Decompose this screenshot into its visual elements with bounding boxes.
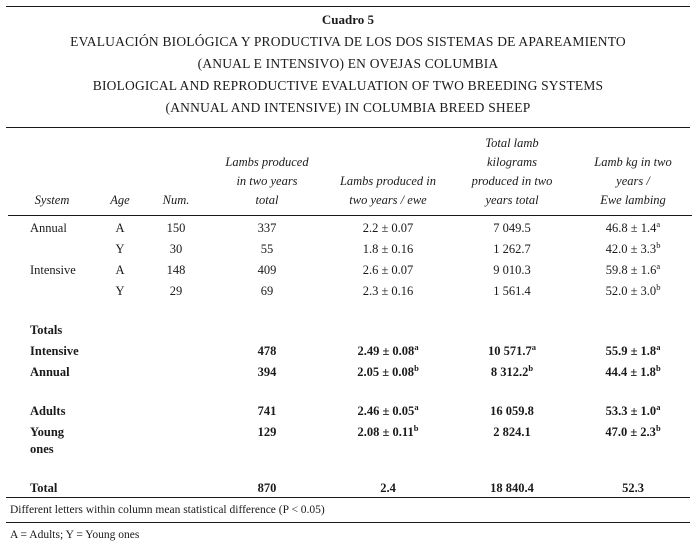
cell-system: Totals [30,323,63,337]
cell-lamb-kg-per-ewe: 46.8 ± 1.4$^a$ [605,218,661,235]
cell-lamb-kg-per-ewe: 47.0 ± 2.3$^b$ [605,422,661,439]
significance-letter: a [656,260,661,271]
cell-lambs-per-ewe: 2.4 [380,481,396,495]
cell-lamb-kg-total: 16 059.8 [490,404,534,418]
spacer-cell [8,300,692,318]
cell-lambs-per-ewe: 2.3 ± 0.16 [362,284,414,298]
cell-system [8,279,96,300]
significance-letter: b [655,422,661,433]
cell-num [144,420,208,458]
cell-lambs-produced-total: 741 [257,404,277,418]
cell-age [96,399,144,420]
cell-lambs-produced-total: 870 [257,481,277,495]
cell-age: A [115,221,125,235]
significance-letter: b [414,362,419,373]
cell-system: Annual [30,221,67,235]
column-header-lambs-produced-total: Lambs produced in two years total [208,128,326,216]
spacer-cell [8,458,692,476]
cell-num: 150 [166,221,186,235]
column-header-age: Age [96,128,144,216]
spacer-row [8,300,692,318]
cell-lambs-per-ewe: 2.46 ± 0.05$^a$ [357,401,419,418]
cell-lamb-kg-total: 1 262.7 [493,242,531,256]
table-caption: Cuadro 5 [321,12,375,27]
cell-lambs-per-ewe [326,318,450,339]
table-row [8,216,692,238]
cell-age: Y [115,242,125,256]
cell-lambs-produced-total: 129 [257,425,277,439]
column-header-lamb-kg-total: Total lamb kilograms produced in two years total [450,128,574,216]
significance-letter: a [414,401,419,412]
footnote-statistics: Different letters within column mean statistical difference (P < 0.05) [10,504,325,516]
cell-lambs-per-ewe: 2.05 ± 0.08$^b$ [357,362,419,379]
cell-lamb-kg-total: 7 049.5 [493,221,531,235]
column-header-system: System [8,128,96,216]
table-row [8,279,692,300]
title-line-english-1: BIOLOGICAL AND REPRODUCTIVE EVALUATION OF TWO BREEDING SYSTEMS [92,78,604,93]
table-body [8,216,692,498]
cell-lamb-kg-total: 10 571.7$^a$ [488,341,536,358]
cell-lamb-kg-per-ewe: 59.8 ± 1.6$^a$ [605,260,661,277]
table-header [8,128,692,216]
cell-lambs-per-ewe: 2.6 ± 0.07 [362,263,414,277]
table-row [8,420,692,458]
spacer-cell [8,381,692,399]
table-header-row [8,128,692,216]
cell-lambs-produced-total: 478 [257,344,277,358]
table-row [8,237,692,258]
table-row [8,318,692,339]
table-row [8,476,692,497]
title-line-english-2: (ANNUAL AND INTENSIVE) IN COLUMBIA BREED SHEEP [165,100,531,115]
cell-lamb-kg-per-ewe: 55.9 ± 1.8$^a$ [605,341,661,358]
spacer-row [8,381,692,399]
cell-lamb-kg-total: 1 561.4 [493,284,531,298]
cell-system: Annual [30,365,70,379]
cell-num [144,476,208,497]
column-header-lamb-kg-per-ewe: Lamb kg in two years / Ewe lambing [574,128,692,216]
cell-lambs-produced-total: 394 [257,365,277,379]
cell-num [144,399,208,420]
cell-lambs-produced-total: 409 [257,263,277,277]
table-row [8,339,692,360]
table-row [8,399,692,420]
cell-lamb-kg-total [450,318,574,339]
cell-lambs-per-ewe: 2.49 ± 0.08$^a$ [357,341,419,358]
cell-lamb-kg-per-ewe: 42.0 ± 3.3$^b$ [605,239,661,256]
cell-lamb-kg-per-ewe: 52.0 ± 3.0$^b$ [605,281,661,298]
significance-letter: b [655,362,661,373]
significance-letter: b [413,422,419,433]
cell-age [96,318,144,339]
cell-num [144,360,208,381]
significance-letter: b [528,362,534,373]
table-row [8,258,692,279]
cell-lamb-kg-per-ewe: 53.3 ± 1.0$^a$ [605,401,661,418]
cell-lamb-kg-per-ewe [574,318,692,339]
top-rule [6,6,690,7]
cell-age [96,476,144,497]
cell-num [144,339,208,360]
cell-system: Young ones [30,425,65,456]
cell-age: A [115,263,125,277]
significance-letter: a [414,341,419,352]
cell-lambs-per-ewe: 1.8 ± 0.16 [362,242,414,256]
cell-age [96,420,144,458]
title-line-spanish-1: EVALUACIÓN BIOLÓGICA Y PRODUCTIVA DE LOS DOS SISTEMAS DE APAREAMIENTO [70,34,626,49]
cell-system: Intensive [30,344,79,358]
cell-age: Y [115,284,125,298]
column-header-lambs-per-ewe: Lambs produced in two years / ewe [326,128,450,216]
data-table [8,128,692,497]
cell-system: Adults [30,404,66,418]
cell-lamb-kg-per-ewe: 44.4 ± 1.8$^b$ [605,362,661,379]
cell-lamb-kg-total: 18 840.4 [490,481,534,495]
significance-letter: b [656,239,661,250]
cell-system [8,237,96,258]
significance-letter: b [656,281,661,292]
cell-system: Intensive [30,263,76,277]
cell-lambs-produced-total: 337 [257,221,277,235]
cell-lambs-per-ewe: 2.08 ± 0.11$^b$ [357,422,419,439]
cell-lambs-produced-total [208,318,326,339]
significance-letter: a [656,401,661,412]
title-block [8,31,688,119]
footnote-abbreviations: A = Adults; Y = Young ones [10,529,140,541]
cell-num: 30 [169,242,183,256]
cell-lamb-kg-total: 9 010.3 [493,263,531,277]
significance-letter: a [656,341,661,352]
cell-age [96,360,144,381]
significance-letter: a [656,218,661,229]
spacer-row [8,458,692,476]
table-row [8,360,692,381]
cell-lambs-produced-total: 69 [260,284,274,298]
cell-system: Total [30,481,58,495]
cell-num: 148 [166,263,186,277]
cell-lamb-kg-per-ewe: 52.3 [622,481,644,495]
cell-lambs-per-ewe: 2.2 ± 0.07 [362,221,414,235]
title-line-spanish-2: (ANUAL E INTENSIVO) EN OVEJAS COLUMBIA [197,56,499,71]
cell-num: 29 [169,284,183,298]
cell-lamb-kg-total: 2 824.1 [493,425,531,439]
cell-lamb-kg-total: 8 312.2$^b$ [490,362,534,379]
cell-age [96,339,144,360]
column-header-num: Num. [144,128,208,216]
cell-num [144,318,208,339]
cell-lambs-produced-total: 55 [260,242,274,256]
significance-letter: a [531,341,536,352]
